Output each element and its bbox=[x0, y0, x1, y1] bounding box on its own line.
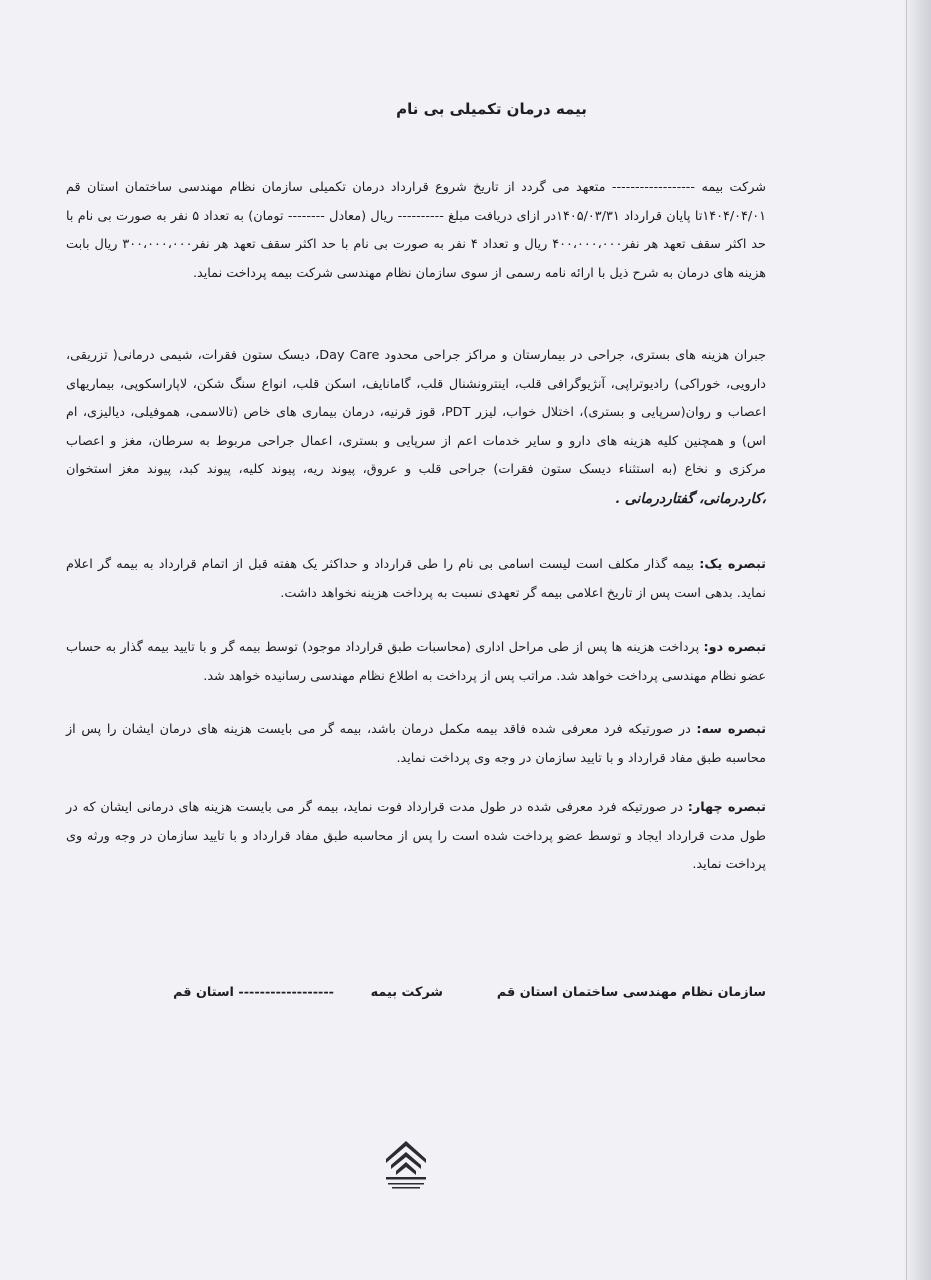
signature-row bbox=[66, 985, 766, 1015]
coverage-paragraph bbox=[66, 342, 766, 515]
note-one bbox=[66, 551, 766, 608]
note-text: پرداخت هزینه ها پس از طی مراحل اداری (محاسبات طبق قرارداد موجود) توسط بیمه گر و با تایید بیمه گذار به حساب عضو نظام مهندسی پرداخت خواهد شد. مراتب پس از پرداخت به اطلاع نظام مهندسی رسانیده خواهد شد. bbox=[66, 640, 766, 684]
page-edge-shadow bbox=[903, 0, 931, 1280]
note-label: تبصره چهار: bbox=[687, 800, 766, 815]
coverage-text: جبران هزینه های بستری، جراحی در بیمارستان و مراکز جراحی محدود Day Care، دیسک ستون فقرات، شیمی درمانی( تزریقی، دارویی، خوراکی) رادیوتراپی، آنژیوگرافی قلب، اینترونشنال قلب، گامانایف، اسکن قلب، انواع سنگ شکن، لاپاراسکوپی، بیماریهای اعصاب و روان(سرپایی و بستری)، اختلال خواب، لیزر PDT، قوز قرنیه، درمان بیماری های خاص (تالاسمی، هموفیلی، دیالیزی، ام اس) و همچنین کلیه هزینه های دارو و سایر خدمات اعم از سرپایی و بستری، اعمال جراحی مربوط به سرطان، مغز و اعصاب مرکزی و نخاع (به استثناء دیسک ستون فقرات) جراحی قلب و عروق، پیوند ریه، پیوند کلیه، پیوند کبد، پیوند مغز استخوان bbox=[66, 348, 767, 478]
note-label: تبصره سه: bbox=[696, 722, 766, 737]
note-four bbox=[66, 794, 766, 880]
page-edge-line bbox=[906, 0, 907, 1280]
intro-paragraph: شرکت بیمه ------------------ متعهد می گردد از تاریخ شروع قرارداد درمان تکمیلی سازمان نظام مهندسی ساختمان استان قم ۱۴۰۴/۰۴/۰۱تا پایان قرارداد ۱۴۰۵/۰۳/۳۱در ازای دریافت مبلغ ---------- ریال (معادل -------- تومان) به تعداد ۵ نفر به صورت بی نام با حد اکثر سقف تعهد هر نفر۴۰۰،۰۰۰،۰۰۰ ریال و تعداد ۴ نفر به صورت بی نام با حد اکثر سقف تعهد هر نفر۳۰۰،۰۰۰،۰۰۰ ریال بابت هزینه های درمان به شرح ذیل با ارائه نامه رسمی از سوی سازمان نظام مهندسی شرکت بیمه پرداخت نماید. bbox=[66, 180, 766, 281]
note-label: تبصره یک: bbox=[699, 557, 766, 572]
signature-org: سازمان نظام مهندسی ساختمان استان قم bbox=[496, 985, 766, 1000]
handwritten-addition: ،کاردرمانی، گفتاردرمانی . bbox=[615, 490, 766, 507]
title-text: بیمه درمان تکمیلی بی نام bbox=[396, 100, 587, 118]
document-title bbox=[0, 100, 931, 118]
note-text: در صورتیکه فرد معرفی شده در طول مدت قرارداد فوت نماید، بیمه گر می بایست هزینه های درمانی ایشان که در طول مدت قرارداد ایجاد و توسط عضو پرداخت شده است را پس از محاسبه طبق مفاد قرارداد و با تایید سازمان در وجه ورثه وی پرداخت نماید. bbox=[66, 800, 766, 873]
note-label: تبصره دو: bbox=[703, 640, 766, 655]
organization-logo-icon bbox=[382, 1133, 430, 1193]
signature-insurer: شرکت بیمه bbox=[370, 985, 443, 1000]
note-two bbox=[66, 634, 766, 691]
note-text: در صورتیکه فرد معرفی شده فاقد بیمه مکمل درمان باشد، بیمه گر می بایست هزینه های درمان ایشان را پس از محاسبه طبق مفاد قرارداد و با تایید سازمان در وجه وی پرداخت نماید. bbox=[66, 722, 766, 766]
note-three bbox=[66, 716, 766, 773]
signature-province: ------------------ استان قم bbox=[173, 985, 334, 1000]
note-text: بیمه گذار مکلف است لیست اسامی بی نام را طی قرارداد و حداکثر یک هفته قبل از اتمام قرارداد به بیمه گر اعلام نماید. بدهی است پس از تاریخ اعلامی بیمه گر تعهدی نسبت به پرداخت هزینه نخواهد داشت. bbox=[66, 557, 766, 601]
